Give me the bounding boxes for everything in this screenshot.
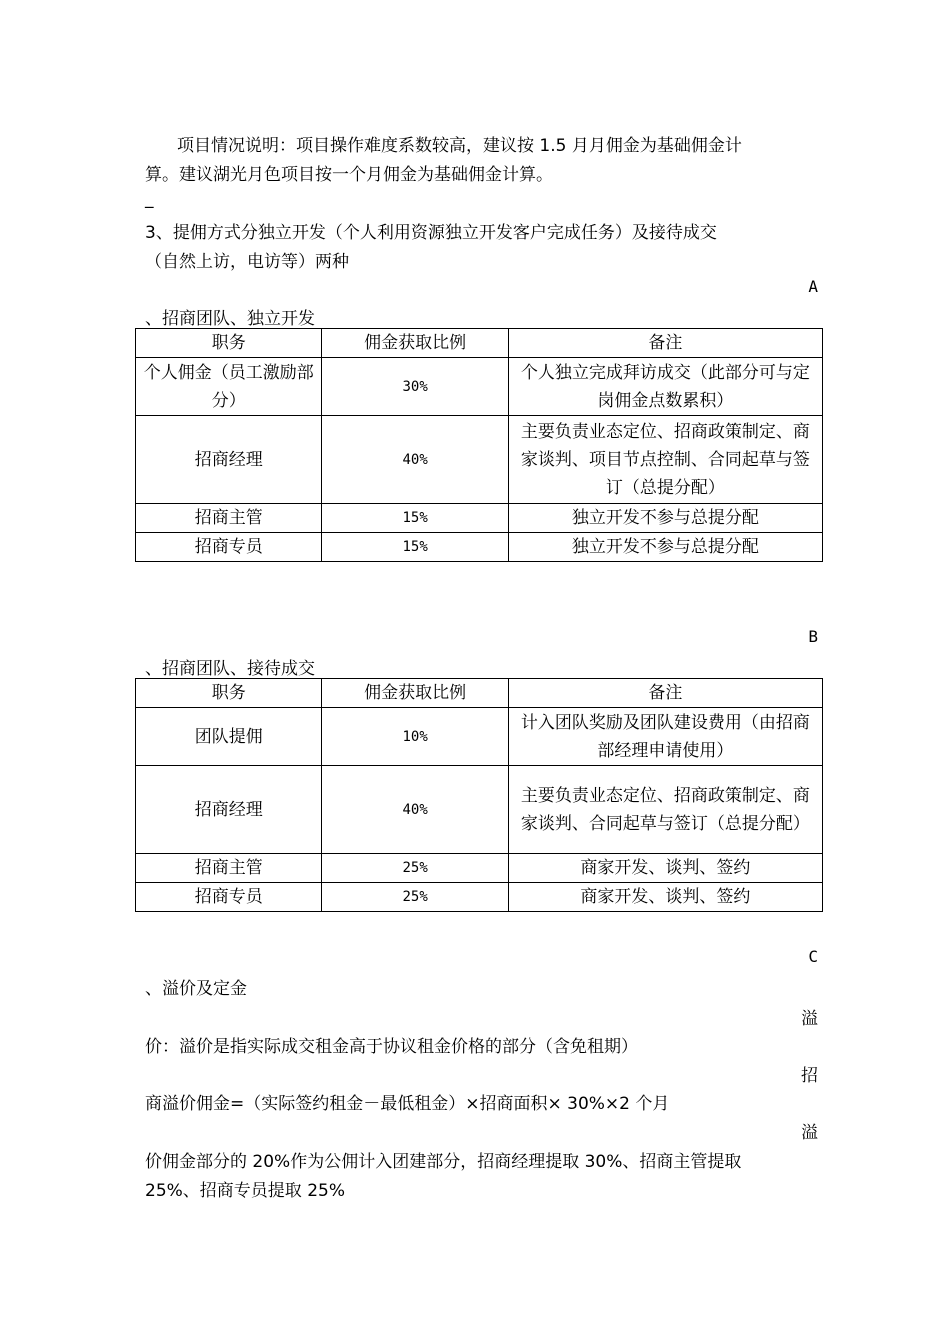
role-cell: 招商经理 <box>136 766 322 854</box>
role-cell: 招商专员 <box>136 533 322 562</box>
note-cell: 独立开发不参与总提分配 <box>508 504 822 533</box>
role-cell: 招商主管 <box>136 854 322 883</box>
note-cell: 主要负责业态定位、招商政策制定、商家谈判、合同起草与签订（总提分配） <box>508 766 822 854</box>
table-b <box>135 678 823 912</box>
section-c-title: 、溢价及定金 <box>145 979 247 999</box>
section3-line-2: （自然上访，电访等）两种 <box>145 252 349 272</box>
note-cell: 独立开发不参与总提分配 <box>508 533 822 562</box>
premium-cont-1: 溢 <box>801 1009 818 1029</box>
note-cell: 主要负责业态定位、招商政策制定、商家谈判、项目节点控制、合同起草与签订（总提分配） <box>508 416 822 504</box>
intro-line-2: 算。建议湖光月色项目按一个月佣金为基础佣金计算。 <box>145 165 553 185</box>
header-ratio: 佣金获取比例 <box>322 329 508 358</box>
premium-cont-2: 招 <box>801 1066 818 1086</box>
section-a-title: 、招商团队、独立开发 <box>145 309 315 329</box>
table-row <box>136 708 823 766</box>
table-row <box>136 416 823 504</box>
role-cell: 招商专员 <box>136 883 322 912</box>
header-note: 备注 <box>508 679 822 708</box>
role-cell: 团队提佣 <box>136 708 322 766</box>
header-role: 职务 <box>136 679 322 708</box>
header-role: 职务 <box>136 329 322 358</box>
role-cell: 招商主管 <box>136 504 322 533</box>
note-cell: 商家开发、谈判、签约 <box>508 854 822 883</box>
ratio-cell: 40% <box>322 416 508 504</box>
stray-dash: _ <box>145 189 154 209</box>
premium-split-1: 价佣金部分的 20%作为公佣计入团建部分，招商经理提取 30%、招商主管提取 <box>145 1152 742 1172</box>
premium-cont-3: 溢 <box>801 1123 818 1143</box>
ratio-cell: 40% <box>322 766 508 854</box>
note-cell: 商家开发、谈判、签约 <box>508 883 822 912</box>
header-ratio: 佣金获取比例 <box>322 679 508 708</box>
premium-def: 价：溢价是指实际成交租金高于协议租金价格的部分（含免租期） <box>145 1037 638 1057</box>
section3-line-1: 3、提佣方式分独立开发（个人利用资源独立开发客户完成任务）及接待成交 <box>145 223 717 243</box>
table-a <box>135 328 823 562</box>
table-row <box>136 766 823 854</box>
ratio-cell: 25% <box>322 883 508 912</box>
ratio-cell: 10% <box>322 708 508 766</box>
section-b-letter: B <box>808 627 818 646</box>
section-c-letter: C <box>808 947 818 966</box>
ratio-cell: 25% <box>322 854 508 883</box>
ratio-cell: 30% <box>322 358 508 416</box>
table-row <box>136 883 823 912</box>
section-a-letter: A <box>808 277 818 296</box>
table-row <box>136 533 823 562</box>
ratio-cell: 15% <box>322 533 508 562</box>
role-cell: 招商经理 <box>136 416 322 504</box>
table-row <box>136 358 823 416</box>
table-a-header <box>136 329 823 358</box>
note-cell: 个人独立完成拜访成交（此部分可与定岗佣金点数累积） <box>508 358 822 416</box>
table-row <box>136 854 823 883</box>
header-note: 备注 <box>508 329 822 358</box>
section-b-title: 、招商团队、接待成交 <box>145 659 315 679</box>
premium-split-2: 25%、招商专员提取 25% <box>145 1181 345 1201</box>
table-row <box>136 504 823 533</box>
ratio-cell: 15% <box>322 504 508 533</box>
role-cell: 个人佣金（员工激励部分） <box>136 358 322 416</box>
table-b-header <box>136 679 823 708</box>
note-cell: 计入团队奖励及团队建设费用（由招商部经理申请使用） <box>508 708 822 766</box>
intro-line-1: 项目情况说明：项目操作难度系数较高，建议按 1.5 月月佣金为基础佣金计 <box>177 136 742 156</box>
premium-formula: 商溢价佣金=（实际签约租金－最低租金）×招商面积× 30%×2 个月 <box>145 1094 670 1114</box>
